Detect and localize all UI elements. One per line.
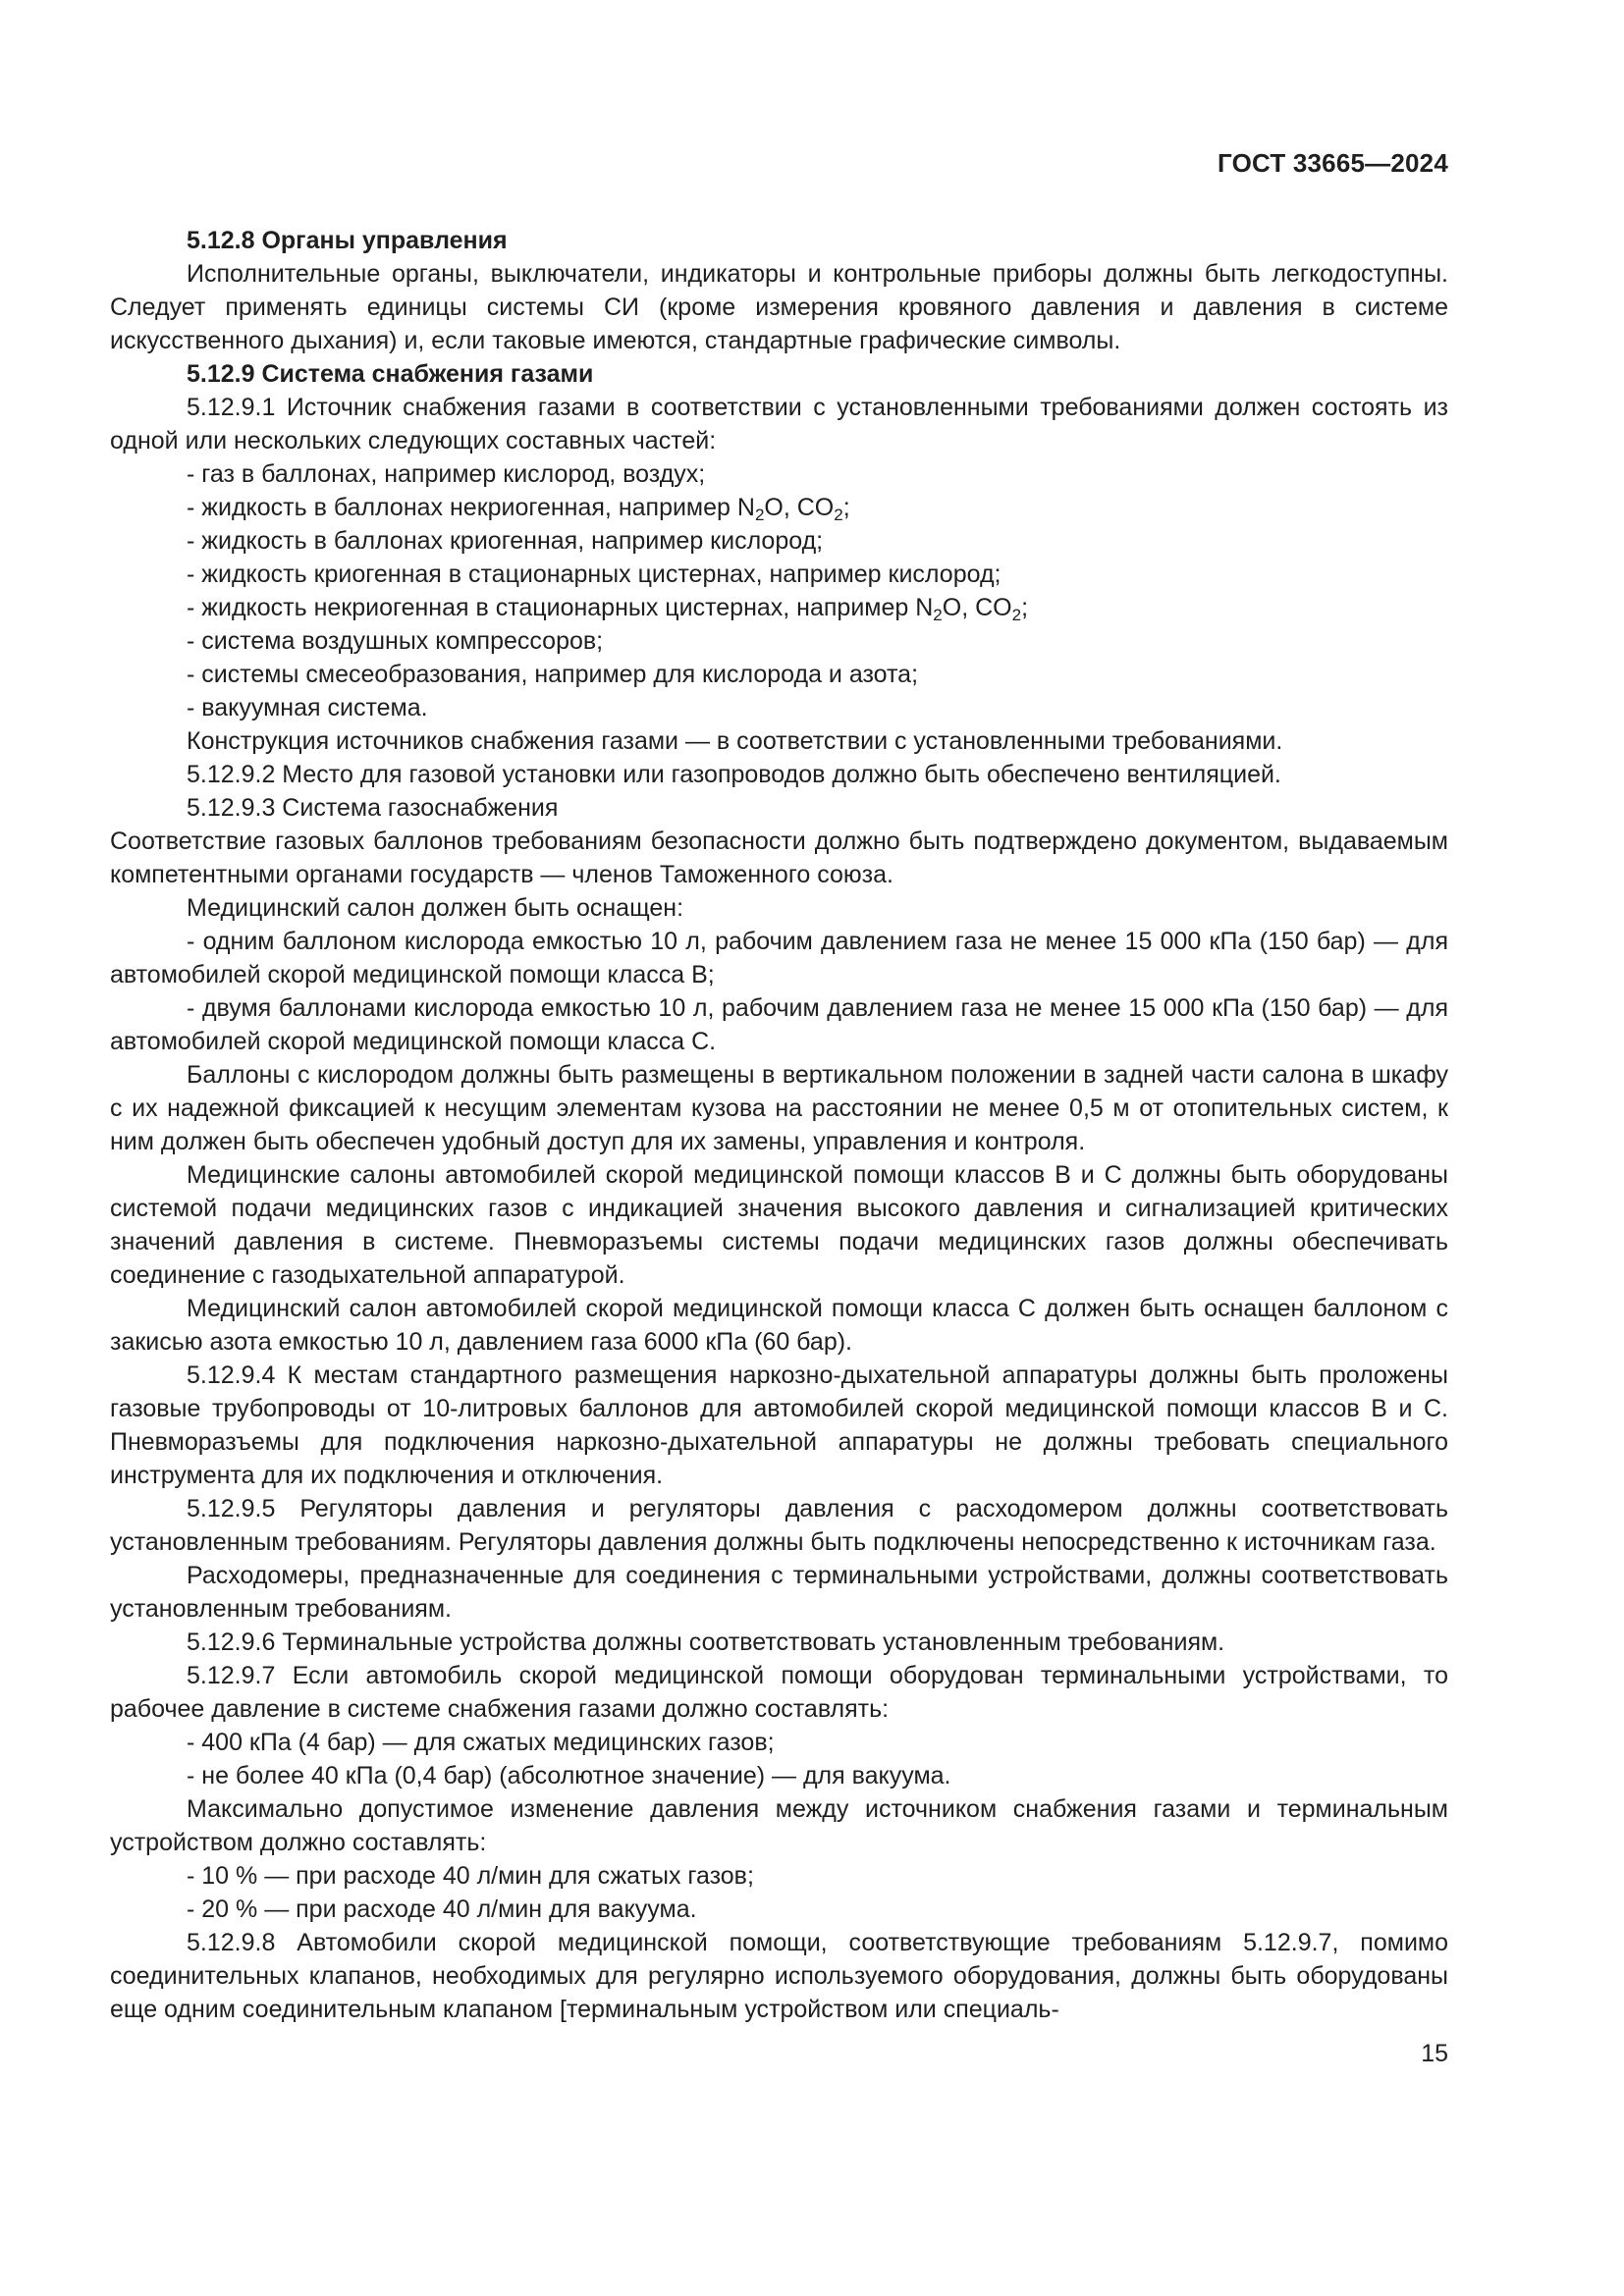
list-item-text: ; xyxy=(1021,594,1029,621)
section-heading-5-12-8: 5.12.8 Органы управления xyxy=(187,227,508,254)
paragraph-cylinders: Баллоны с кислородом должны быть размещены в вертикальном положении в задней части салона в шкафу с их надежной фиксацией к несущим элементам кузова на расстоянии не менее 0,5 м от отопительных систем, к ним должен быть обеспечен удобный доступ для их замены, управления и контроля. xyxy=(110,1061,1448,1155)
paragraph-5-12-9-5: 5.12.9.5 Регуляторы давления и регуляторы давления с расходомером должны соответствовать установленным требованиям. Регуляторы давления должны быть подключены непосредственно к источникам газа. xyxy=(110,1495,1448,1556)
list-item: - системы смесеобразования, например для кислорода и азота; xyxy=(187,661,919,688)
list-item: - жидкость криогенная в стационарных цистернах, например кислород; xyxy=(187,561,1001,588)
paragraph-controls: Исполнительные органы, выключатели, индикаторы и контрольные приборы должны быть легкодоступны. Следует применять единицы системы СИ (кроме измерения кровяного давления и давления в системе искусственного дыхания) и, если таковые имеются, стандартные графические символы. xyxy=(110,260,1448,354)
paragraph-salon: Медицинский салон должен быть оснащен: xyxy=(187,894,684,922)
list-item xyxy=(110,491,1448,524)
page-body xyxy=(110,224,1448,2026)
list-item: - вакуумная система. xyxy=(187,694,428,721)
subscript: 2 xyxy=(834,506,843,524)
list-item: - жидкость в баллонах криогенная, например кислород; xyxy=(187,527,824,555)
list-item: - двумя баллонами кислорода емкостью 10 л, рабочим давлением газа не менее 15 000 кПа (150 бар) — для автомобилей скорой медицинской помощи класса С. xyxy=(110,994,1448,1055)
paragraph-5-12-9-8: 5.12.9.8 Автомобили скорой медицинской помощи, соответствующие требованиям 5.12.9.7, помимо соединительных клапанов, необходимых для регулярно используемого оборудования, должны быть оборудованы еще одним соединительным клапаном [терминальным устройством или специаль- xyxy=(110,1929,1448,2023)
list-item-text: O, CO xyxy=(942,594,1012,621)
subscript: 2 xyxy=(754,506,765,524)
page-number: 15 xyxy=(1421,2040,1448,2067)
paragraph-salons-bc: Медицинские салоны автомобилей скорой медицинской помощи классов В и С должны быть оборудованы системой подачи медицинских газов с индикацией значения высокого давления и сигнализацией критических значений давления в системе. Пневморазъемы системы подачи медицинских газов должны обеспечивать соединение с газодыхательной аппаратурой. xyxy=(110,1161,1448,1289)
list-item: - 10 % — при расходе 40 л/мин для сжатых газов; xyxy=(187,1862,754,1890)
document-number: ГОСТ 33665—2024 xyxy=(1218,148,1448,178)
paragraph-5-12-9-1: 5.12.9.1 Источник снабжения газами в соответствии с установленными требованиями должен состоять из одной или нескольких следующих составных частей: xyxy=(110,394,1448,454)
list-item: - газ в баллонах, например кислород, воздух; xyxy=(187,460,706,488)
paragraph-5-12-9-6: 5.12.9.6 Терминальные устройства должны соответствовать установленным требованиям. xyxy=(187,1629,1225,1656)
section-heading-5-12-9: 5.12.9 Система снабжения газами xyxy=(187,360,594,388)
list-item xyxy=(110,591,1448,624)
paragraph-5-12-9-7: 5.12.9.7 Если автомобиль скорой медицинской помощи оборудован терминальными устройствами, то рабочее давление в системе снабжения газами должно составлять: xyxy=(110,1662,1448,1723)
paragraph-salon-c: Медицинский салон автомобилей скорой медицинской помощи класса С должен быть оснащен баллоном с закисью азота емкостью 10 л, давлением газа 6000 кПа (60 бар). xyxy=(110,1295,1448,1356)
list-item-text: - жидкость некриогенная в стационарных цистернах, например N xyxy=(187,594,934,621)
list-item-text: O, CO xyxy=(764,494,835,521)
list-item-text: ; xyxy=(842,494,850,521)
paragraph-5-12-9-3: 5.12.9.3 Система газоснабжения xyxy=(187,794,559,822)
list-item: - 20 % — при расходе 40 л/мин для вакуума. xyxy=(187,1896,697,1923)
list-item: - не более 40 кПа (0,4 бар) (абсолютное значение) — для вакуума. xyxy=(187,1762,951,1789)
paragraph-5-12-9-2: 5.12.9.2 Место для газовой установки или газопроводов должно быть обеспечено вентиляцией. xyxy=(187,761,1281,788)
list-item: - 400 кПа (4 бар) — для сжатых медицинских газов; xyxy=(187,1729,775,1756)
list-item: - система воздушных компрессоров; xyxy=(187,627,604,655)
paragraph-5-12-9-4: 5.12.9.4 К местам стандартного размещения наркозно-дыхательной аппаратуры должны быть проложены газовые трубопроводы от 10-литровых баллонов для автомобилей скорой медицинской помощи классов В и С. Пневморазъемы для подключения наркозно-дыхательной аппаратуры не должны требовать специального инструмента для их подключения и отключения. xyxy=(110,1362,1448,1489)
paragraph-flowmeters: Расходомеры, предназначенные для соединения с терминальными устройствами, должны соответствовать установленным требованиям. xyxy=(110,1562,1448,1623)
list-item-text: - жидкость в баллонах некриогенная, например N xyxy=(187,494,755,521)
subscript: 2 xyxy=(1011,606,1022,624)
paragraph-conformity: Соответствие газовых баллонов требованиям безопасности должно быть подтверждено документом, выдаваемым компетентными органами государств — членов Таможенного союза. xyxy=(110,828,1448,888)
paragraph-max-change: Максимально допустимое изменение давления между источником снабжения газами и терминальным устройством должно составлять: xyxy=(110,1795,1448,1856)
paragraph-construction: Конструкция источников снабжения газами — в соответствии с установленными требованиями. xyxy=(187,727,1283,755)
list-item: - одним баллоном кислорода емкостью 10 л, рабочим давлением газа не менее 15 000 кПа (150 бар) — для автомобилей скорой медицинской помощи класса В; xyxy=(110,928,1448,988)
subscript: 2 xyxy=(933,606,943,624)
